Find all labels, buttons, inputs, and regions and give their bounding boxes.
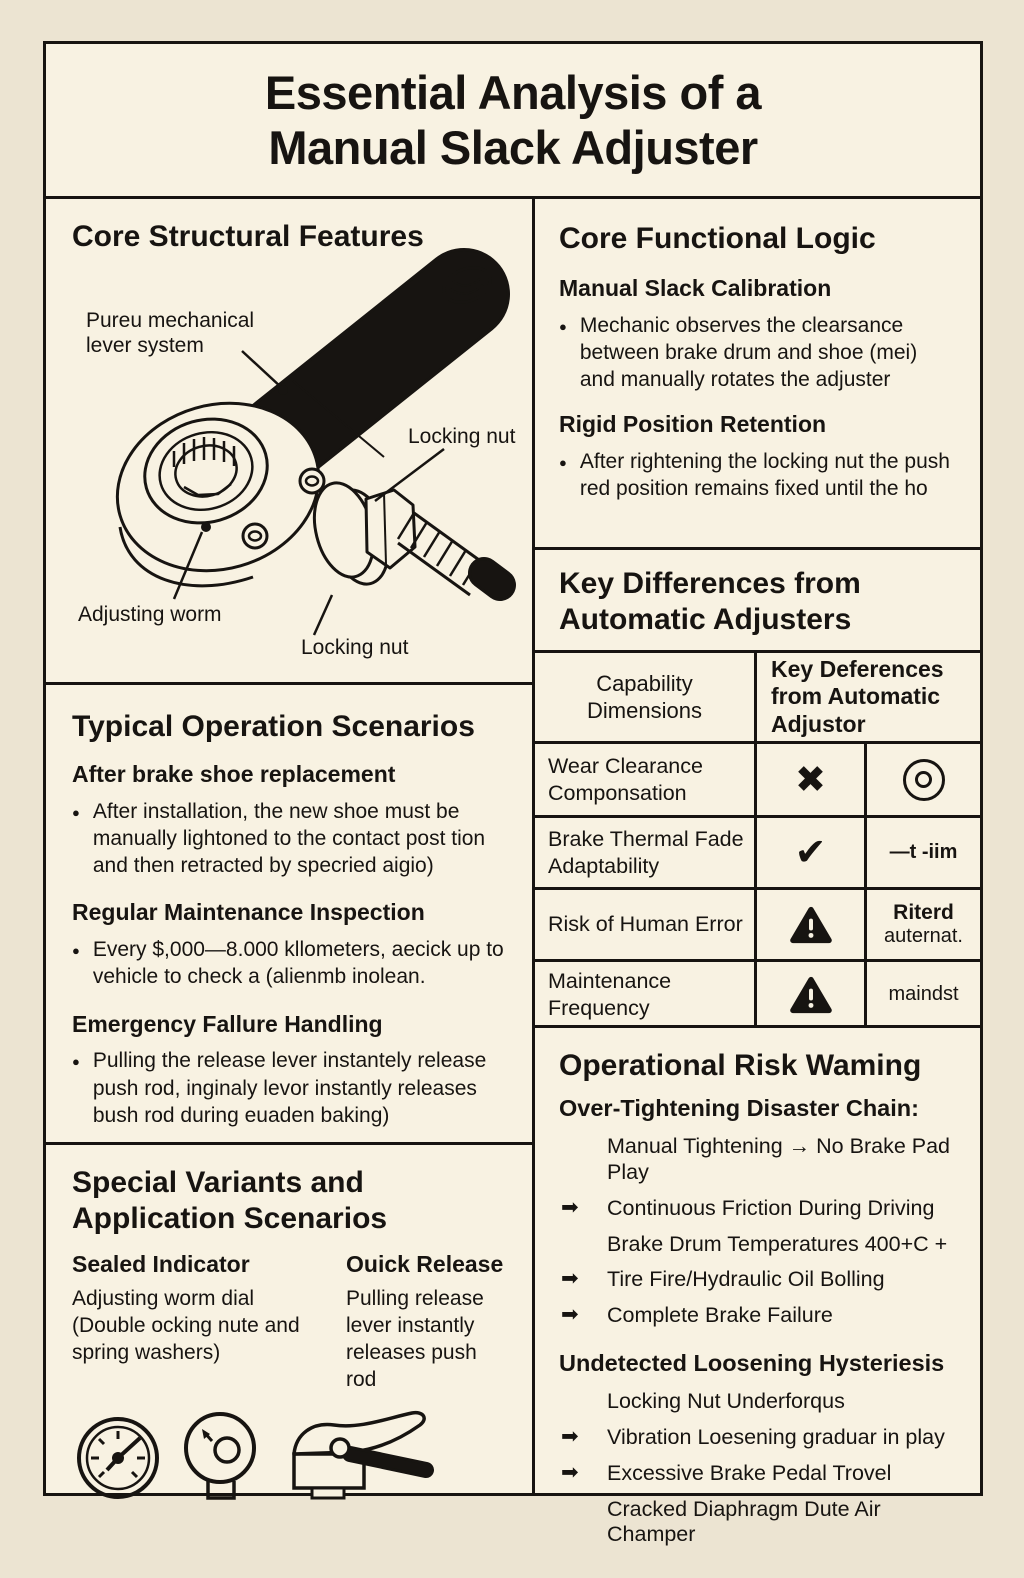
table-row-label: Brake Thermal Fade Adaptability [535, 815, 754, 887]
risk-step: ➡ Complete Brake Failure [561, 1303, 833, 1328]
section-operational-risk-warning [535, 1028, 980, 1578]
check-icon: ✔ [794, 831, 827, 874]
table-row-label: Wear Clearance Componsation [535, 741, 754, 815]
functional-bullet: ● Mechanic observes the clearsance between brake drum and shoe (mei) and manually rotates the adjuster [559, 312, 956, 394]
bullet-icon: ● [559, 318, 567, 334]
content-columns [46, 199, 980, 1547]
bullseye-icon [903, 759, 945, 801]
risk-step: Cracked Diaphragm Dute Air Champer [607, 1496, 881, 1547]
table-cell-note: —t -iim [864, 815, 980, 887]
warning-icon [790, 906, 832, 944]
dial-indicator-icon [180, 1408, 260, 1504]
risk-step: Locking Nut Underforqus [607, 1389, 845, 1414]
right-column [535, 199, 980, 1547]
section-core-functional-logic [535, 199, 980, 550]
poster [43, 41, 983, 1547]
operation-group-title: Regular Maintenance Inspection [72, 899, 425, 926]
bullet-icon: ● [72, 943, 80, 959]
operation-group-shoe-replacement [72, 761, 506, 879]
arrow-icon: ➡ [561, 1424, 579, 1448]
table-cell-note: Riterd auternat. [864, 887, 980, 959]
risk-chain-over-tightening [559, 1094, 956, 1329]
variant-sealed-indicator [72, 1251, 320, 1394]
differences-table [535, 650, 980, 1028]
diagram-label-locking-nut-top: Locking nut [408, 425, 516, 448]
table-cell-mark [754, 959, 864, 1028]
cross-icon: ✖ [794, 759, 826, 800]
variant-icons-row [72, 1408, 506, 1504]
poster-title-line-2: Manual Slack Adjuster [268, 121, 758, 174]
bullet-icon: ● [72, 1054, 80, 1070]
risk-step: ➡ Vibration Loesening graduar in play [561, 1424, 945, 1449]
arrow-icon: ➡ [561, 1460, 579, 1484]
diagram-label-lever-system: Pureu mechanical lever system [86, 309, 255, 357]
operation-bullet: ● After installation, the new shoe must be manually lightoned to the contact post tion and then retracted by specried aigio) [72, 798, 506, 880]
poster-title-line-1: Essential Analysis of a [264, 65, 762, 119]
risk-step: Brake Drum Temperatures 400+C + [607, 1231, 948, 1256]
operation-group-title: Emergency Fallure Handling [72, 1010, 383, 1037]
variants-columns [72, 1251, 506, 1394]
functional-group-title: Rigid Position Retention [559, 411, 827, 438]
section-key-differences [535, 550, 980, 1028]
operation-group-emergency-handling [72, 1011, 506, 1129]
differences-heading: Key Differences from Automatic Adjusters [559, 567, 861, 636]
bullet-icon: ● [72, 804, 80, 820]
risk-chain-undetected-loosening [559, 1349, 956, 1548]
table-header-key-differences: Key Deferences from Automatic Adjustor [754, 653, 980, 741]
operation-bullet: ● Pulling the release lever instantely release push rod, inginaly levor instantly releases bush rod during euaden baking) [72, 1047, 506, 1129]
variant-quick-release [346, 1251, 506, 1394]
risk-step: Manual Tightening → No Brake Pad Play [607, 1134, 951, 1184]
risk-chain-title: Undetected Loosening Hysteriesis [559, 1349, 945, 1376]
table-row-label: Risk of Human Error [535, 887, 754, 959]
operation-heading: Typical Operation Scenarios [72, 710, 475, 743]
variant-title: Sealed Indicator [72, 1251, 250, 1277]
risk-step: ➡ Tire Fire/Hydraulic Oil Bolling [561, 1267, 885, 1292]
section-special-variants [46, 1145, 532, 1524]
section-typical-operation-scenarios [46, 685, 532, 1145]
variants-heading: Special Variants and Application Scenarios [72, 1166, 388, 1235]
functional-group-title: Manual Slack Calibration [559, 275, 832, 301]
risk-chain-title: Over-Tightening Disaster Chain: [559, 1095, 919, 1121]
quick-release-lever-icon [276, 1408, 438, 1504]
table-cell-mark [754, 887, 864, 959]
diagram-label-adjusting-worm: Adjusting worm [78, 603, 222, 626]
arrow-icon: ➡ [561, 1267, 579, 1291]
table-cell-mark [754, 741, 864, 815]
risk-step: ➡ Excessive Brake Pedal Trovel [561, 1460, 892, 1485]
functional-group-retention [559, 411, 956, 502]
variant-text: Pulling release lever instantly releases push rod [346, 1287, 484, 1391]
risk-step: ➡ Continuous Friction During Driving [561, 1195, 935, 1220]
bullet-icon: ● [559, 455, 567, 471]
table-row-label: Maintenance Frequency [535, 959, 754, 1028]
table-cell-note [864, 741, 980, 815]
functional-bullet: ● After rightening the locking nut the push red position remains fixed until the ho [559, 448, 956, 503]
section-core-structural-features [46, 199, 532, 685]
arrow-icon: ➡ [561, 1195, 579, 1219]
poster-title-block [46, 44, 980, 199]
table-header-capability-dimensions: Capability Dimensions [587, 670, 702, 723]
diagram-label-locking-nut-bottom: Locking nut [301, 636, 409, 659]
table-cell-note: maindst [864, 959, 980, 1028]
operation-group-maintenance-inspection [72, 899, 506, 990]
variant-title: Ouick Release [346, 1251, 504, 1277]
operation-group-title: After brake shoe replacement [72, 761, 396, 787]
nut-and-push-rod [305, 477, 500, 595]
functional-heading: Core Functional Logic [559, 222, 876, 255]
warning-icon [790, 976, 832, 1014]
table-cell-mark [754, 815, 864, 887]
risk-heading: Operational Risk Waming [559, 1049, 922, 1082]
functional-group-calibration [559, 275, 956, 393]
arrow-icon: ➡ [561, 1303, 579, 1327]
structural-heading: Core Structural Features [72, 220, 424, 253]
variant-text: Adjusting worm dial (Double ocking nute and spring washers) [72, 1287, 300, 1364]
left-column [46, 199, 535, 1493]
operation-bullet: ● Every $,000—8.000 kllometers, aecick up to vehicle to check a (alienmb inolean. [72, 936, 506, 991]
pressure-gauge-icon [72, 1412, 164, 1504]
